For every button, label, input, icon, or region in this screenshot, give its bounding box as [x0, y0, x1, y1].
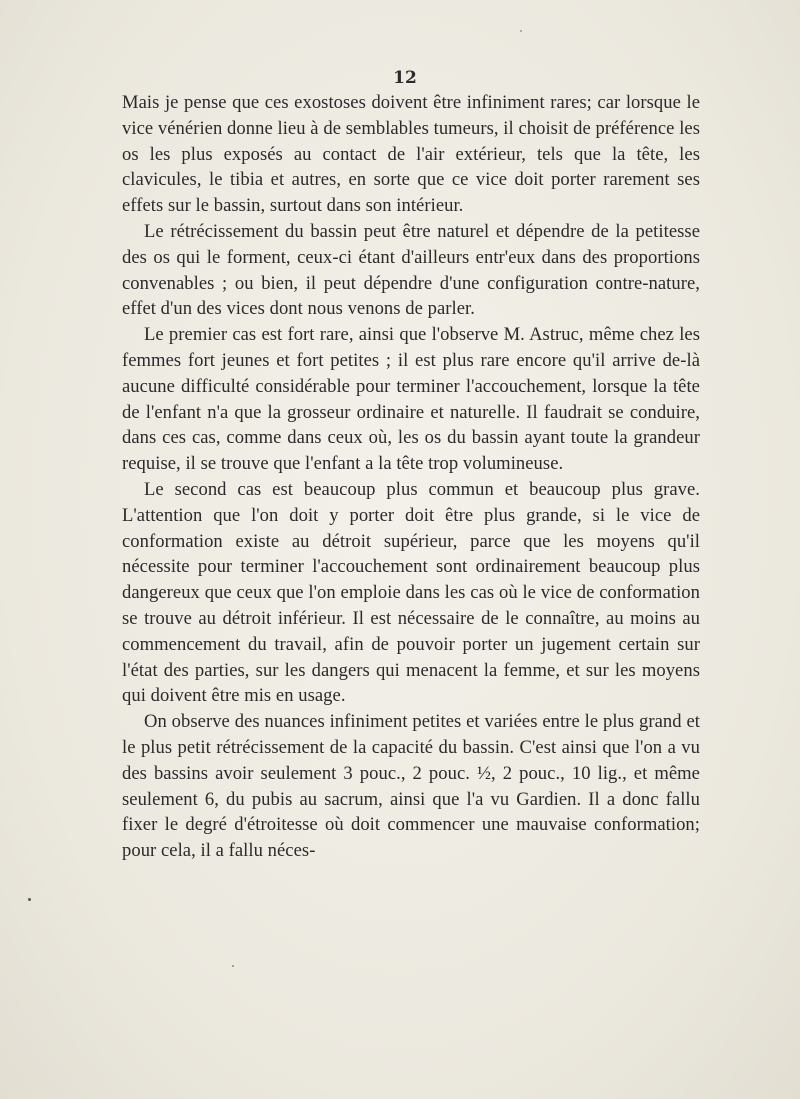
paragraph-3: Le premier cas est fort rare, ainsi que l'observe M. Astruc, même chez les femmes fort jeunes et fort petites ; il est plus rare encore qu'il arrive de-là aucune difficulté considérable pour terminer l'accouchement, lorsque la tête de l'enfant n'a que la grosseur ordinaire et naturelle. Il faudrait se conduire, dans ces cas, comme dans ceux où, les os du bassin ayant toute la grandeur requise, il se trouve que l'enfant a la tête trop volumineuse.	[122, 324, 700, 475]
paragraph-2: Le rétrécissement du bassin peut être naturel et dépendre de la petitesse des os qui le forment, ceux-ci étant d'ailleurs entr'eux dans des proportions convenables ; ou bien, il peut dépendre d'une configuration contre-nature, effet d'un des vices dont nous venons de parler.	[122, 220, 700, 320]
body-text	[122, 90, 700, 864]
page-number: 12	[393, 68, 417, 88]
paragraph-4: Le second cas est beaucoup plus commun et beaucoup plus grave. L'attention que l'on doit y porter doit être plus grande, si le vice de conformation existe au détroit supérieur, parce que les moyens qu'il nécessite pour terminer l'accouchement sont ordinairement beaucoup plus dangereux que ceux que l'on emploie dans les cas où le vice de conformation se trouve au détroit inférieur. Il est nécessaire de le connaître, au moins au commencement du travail, afin de pouvoir porter un jugement certain sur l'état des parties, sur les dangers qui menacent la femme, et sur les moyens qui doivent être mis en usage.	[122, 478, 700, 707]
paragraph-5: On observe des nuances infiniment petites et variées entre le plus grand et le plus petit rétrécissement de la capacité du bassin. C'est ainsi que l'on a vu des bassins avoir seulement 3 pouc., 2 pouc. ½, 2 pouc., 10 lig., et même seulement 6, du pubis au sacrum, ainsi que l'a vu Gardien. Il a donc fallu fixer le degré d'étroitesse où doit commencer une mauvaise conformation; pour cela, il a fallu néces-	[122, 711, 700, 862]
paragraph-1: Mais je pense que ces exostoses doivent être infiniment rares; car lorsque le vice vénérien donne lieu à de semblables tumeurs, il choisit de préférence les os les plus exposés au contact de l'air extérieur, tels que la tête, les clavicules, le tibia et autres, en sorte que ce vice doit porter rarement ses effets sur le bassin, surtout dans son intérieur.	[122, 92, 700, 217]
paper-speck	[28, 898, 31, 901]
paper-speck	[232, 965, 234, 967]
paper-speck	[520, 30, 522, 32]
